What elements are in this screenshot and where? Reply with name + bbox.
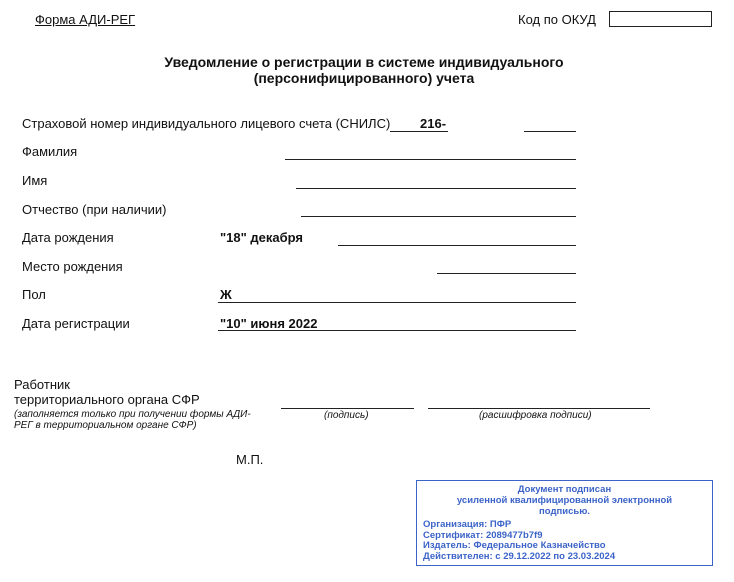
stamp-heading-line2: усиленной квалифицированной электронной bbox=[456, 495, 673, 506]
sex-value: Ж bbox=[220, 287, 232, 302]
okud-label: Код по ОКУД bbox=[518, 12, 596, 27]
snils-line-right bbox=[524, 131, 576, 132]
reg-date-value: "10" июня 2022 bbox=[220, 316, 318, 331]
document-title-line1: Уведомление о регистрации в системе индивидуального bbox=[164, 54, 564, 70]
birth-date-label: Дата рождения bbox=[22, 230, 114, 245]
reg-date-line bbox=[218, 330, 576, 331]
stamp-certificate: Сертификат: 2089477b7f9 bbox=[423, 529, 543, 541]
stamp-details bbox=[423, 520, 615, 562]
worker-note-line1: (заполняется только при получении формы АДИ- bbox=[14, 409, 251, 420]
seal-place-label: М.П. bbox=[236, 452, 264, 467]
okud-code-box bbox=[609, 11, 712, 27]
surname-line bbox=[285, 159, 576, 160]
birth-date-line bbox=[338, 245, 576, 246]
birth-place-line bbox=[437, 273, 576, 274]
worker-label bbox=[14, 377, 200, 407]
patronymic-label: Отчество (при наличии) bbox=[22, 202, 167, 217]
stamp-heading-line1: Документ подписан bbox=[517, 484, 612, 495]
stamp-issuer: Издатель: Федеральное Казначейство bbox=[423, 540, 606, 551]
sex-label: Пол bbox=[22, 287, 46, 302]
worker-note bbox=[14, 409, 279, 431]
reg-date-label: Дата регистрации bbox=[22, 316, 130, 331]
decode-line bbox=[428, 408, 650, 409]
surname-label: Фамилия bbox=[22, 144, 78, 159]
name-label: Имя bbox=[22, 173, 48, 188]
stamp-validity: Действителен: с 29.12.2022 по 23.03.2024 bbox=[423, 550, 616, 562]
signature-line bbox=[281, 408, 414, 409]
stamp-heading-line3: подписью. bbox=[539, 506, 590, 517]
sex-line bbox=[218, 302, 576, 303]
decode-caption: (расшифровка подписи) bbox=[479, 410, 592, 421]
document-title bbox=[110, 54, 618, 86]
patronymic-line bbox=[301, 216, 576, 217]
worker-note-line2: РЕГ в территориальном органе СФР) bbox=[14, 420, 197, 431]
stamp-organization: Организация: ПФР bbox=[423, 519, 512, 530]
e-signature-stamp bbox=[416, 480, 713, 566]
form-name: Форма АДИ-РЕГ bbox=[35, 12, 136, 27]
birth-date-value: "18" декабря bbox=[220, 230, 304, 245]
signature-caption: (подпись) bbox=[324, 410, 369, 421]
birth-place-label: Место рождения bbox=[22, 259, 123, 274]
snils-value: 216- bbox=[420, 116, 447, 131]
snils-line-left bbox=[390, 131, 448, 132]
stamp-heading bbox=[417, 484, 712, 517]
worker-label-line2: территориального органа СФР bbox=[14, 392, 200, 407]
snils-label: Страховой номер индивидуального лицевого счета (СНИЛС) bbox=[22, 116, 391, 131]
name-line bbox=[296, 188, 576, 189]
worker-label-line1: Работник bbox=[14, 377, 70, 392]
document-title-line2: (персонифицированного) учета bbox=[253, 70, 475, 86]
